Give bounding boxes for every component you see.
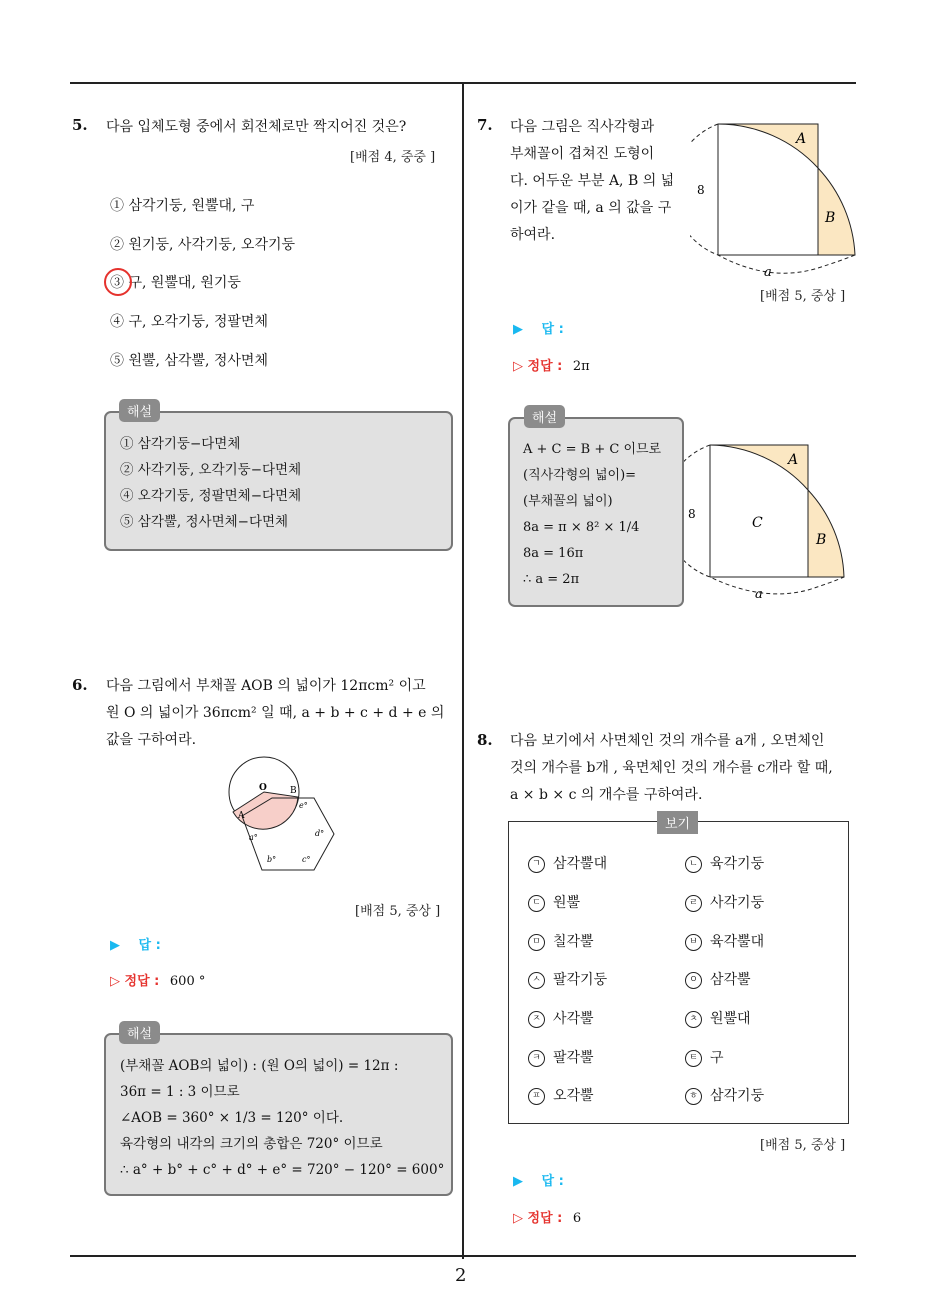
q5-exp-line: ④ 오각기둥, 정팔면체−다면체 <box>120 488 302 504</box>
bogi-item: ㅎ 삼각기둥 <box>685 1085 764 1105</box>
q7-exp-line: 8a = 16π <box>523 546 584 561</box>
q8-answer-label: 답 : <box>541 1174 564 1189</box>
page-number: 2 <box>455 1265 467 1286</box>
bogi-item: ㄷ 원뿔 <box>528 892 580 912</box>
q7-exp-line: A + C = B + C 이므로 <box>523 442 662 457</box>
circled-mark: ㅎ <box>685 1088 702 1105</box>
correct-triangle-icon: ▷ <box>513 359 523 374</box>
label-a-length: a <box>755 587 763 602</box>
q8-answer-line[interactable] <box>513 1170 564 1189</box>
q6-exp-line: 36π = 1 : 3 이므로 <box>120 1084 240 1100</box>
q5-meta: [배점 4, 중중 ] <box>350 150 436 165</box>
circled-mark: ㅅ <box>528 972 545 989</box>
circled-mark: ㄱ <box>528 856 545 873</box>
q5-exp-line: ② 사각기둥, 오각기둥−다면체 <box>120 462 302 478</box>
answer-triangle-icon: ▶ <box>110 938 120 953</box>
label-b-angle: b° <box>267 855 277 864</box>
bogi-item: ㅈ 사각뿔 <box>528 1008 594 1028</box>
circled-mark: ㅍ <box>528 1088 545 1105</box>
answer-circle-mark <box>104 268 132 296</box>
bogi-item: ㄱ 삼각뿔대 <box>528 853 607 873</box>
label-e-angle: e° <box>299 801 308 810</box>
q6-explanation-tag: 해설 <box>119 1021 160 1044</box>
q7-explanation-figure <box>684 438 854 606</box>
q7-number: 7. <box>477 116 493 134</box>
q6-correct-label: 정답 : <box>124 974 160 989</box>
q7-answer-label: 답 : <box>541 322 564 337</box>
bottom-rule <box>70 1255 856 1257</box>
circled-mark: ㄹ <box>685 895 702 912</box>
circled-mark: ㅇ <box>685 972 702 989</box>
q6-answer-label: 답 : <box>138 938 161 953</box>
bogi-item: ㅅ 팔각기둥 <box>528 969 607 989</box>
q6-exp-line: (부채꼴 AOB의 넓이) : (원 O의 넓이) = 12π : <box>120 1058 399 1074</box>
q6-explanation-box <box>104 1033 453 1196</box>
label-a-angle: a° <box>249 833 258 842</box>
q5-choice-4[interactable]: ④ 구, 오각기둥, 정팔면체 <box>110 314 268 330</box>
q5-choice-2[interactable]: ② 원기둥, 사각기둥, 오각기둥 <box>110 237 296 253</box>
q8-text-line: 것의 개수를 b개 , 육면체인 것의 개수를 c개라 할 때, <box>510 760 833 776</box>
circled-mark: ㄷ <box>528 895 545 912</box>
label-b: B <box>816 532 827 548</box>
q7-exp-line: (부채꼴의 넓이) <box>523 494 613 509</box>
bogi-item: ㅌ 구 <box>685 1047 724 1067</box>
circled-mark: ㅋ <box>528 1050 545 1067</box>
column-divider <box>462 84 464 1259</box>
q7-exp-line: 8a = π × 8² × 1/4 <box>523 520 640 535</box>
q8-correct-value: 6 <box>572 1211 582 1226</box>
q7-text-line: 이가 같을 때, a 의 값을 구 <box>510 200 672 216</box>
q5-explanation-box <box>104 411 453 551</box>
answer-triangle-icon: ▶ <box>513 322 523 337</box>
q8-number: 8. <box>477 731 493 749</box>
q6-text-line: 값을 구하여라. <box>106 732 197 748</box>
label-eight: 8 <box>688 507 696 521</box>
q5-text: 다음 입체도형 중에서 회전체로만 짝지어진 것은? <box>106 119 407 135</box>
label-b: B <box>825 210 836 226</box>
q5-exp-line: ① 삼각기둥−다면체 <box>120 436 241 452</box>
bogi-item: ㅂ 육각뿔대 <box>685 931 764 951</box>
correct-triangle-icon: ▷ <box>110 974 120 989</box>
q7-text-line: 하여라. <box>510 227 556 243</box>
q7-meta: [배점 5, 중상 ] <box>760 289 846 304</box>
q8-bogi-tag: 보기 <box>657 811 698 834</box>
label-eight: 8 <box>697 183 705 197</box>
bogi-item: ㅁ 칠각뿔 <box>528 931 594 951</box>
q7-text-line: 다음 그림은 직사각형과 <box>510 119 655 135</box>
q7-answer-line[interactable] <box>513 318 564 337</box>
q6-answer-line[interactable] <box>110 934 161 953</box>
label-c: C <box>752 515 763 531</box>
q5-choice-5[interactable]: ⑤ 원뿔, 삼각뿔, 정사면체 <box>110 353 268 369</box>
q6-correct-line <box>110 970 205 989</box>
q8-correct-line <box>513 1207 581 1226</box>
q7-text <box>510 114 674 249</box>
circled-mark: ㅊ <box>685 1011 702 1028</box>
correct-triangle-icon: ▷ <box>513 1211 523 1226</box>
label-a-length: a <box>764 265 772 280</box>
bogi-item: ㄹ 사각기둥 <box>685 892 764 912</box>
label-a: A <box>788 452 799 468</box>
q8-meta: [배점 5, 중상 ] <box>760 1138 846 1153</box>
label-a: A <box>796 131 807 147</box>
circled-mark: ㅌ <box>685 1050 702 1067</box>
q5-exp-line: ⑤ 삼각뿔, 정사면체−다면체 <box>120 514 289 530</box>
q8-text-line: a × b × c 의 개수를 구하여라. <box>510 787 703 803</box>
q7-figure <box>690 118 860 286</box>
label-c-angle: c° <box>302 855 311 864</box>
circled-mark: ㅂ <box>685 934 702 951</box>
q7-explanation-tag: 해설 <box>524 405 565 428</box>
q6-number: 6. <box>72 676 88 694</box>
q6-meta: [배점 5, 중상 ] <box>355 904 441 919</box>
q7-explanation-box <box>508 417 684 607</box>
q5-choice-1[interactable]: ① 삼각기둥, 원뿔대, 구 <box>110 198 255 214</box>
label-o: O <box>259 783 267 793</box>
q5-choice-3[interactable]: ③ 구, 원뿔대, 원기둥 <box>110 275 241 291</box>
q7-correct-line <box>513 355 590 374</box>
bogi-item: ㅋ 팔각뿔 <box>528 1047 594 1067</box>
circled-mark: ㅁ <box>528 934 545 951</box>
q6-exp-line: 육각형의 내각의 크기의 총합은 720° 이므로 <box>120 1136 383 1152</box>
q6-correct-value: 600 ° <box>169 974 206 989</box>
label-a: A <box>238 811 245 821</box>
q6-text-line: 다음 그림에서 부채꼴 AOB 의 넓이가 12πcm² 이고 <box>106 678 426 694</box>
bogi-item: ㅊ 원뿔대 <box>685 1008 751 1028</box>
q5-number: 5. <box>72 116 88 134</box>
q6-text-line: 원 O 의 넓이가 36πcm² 일 때, a + b + c + d + e 의 <box>106 705 445 721</box>
q6-exp-line: ∠AOB = 360° × 1/3 = 120° 이다. <box>120 1110 344 1126</box>
q6-exp-line: ∴ a° + b° + c° + d° + e° = 720° − 120° = 600° <box>120 1162 445 1178</box>
bogi-item: ㄴ 육각기둥 <box>685 853 764 873</box>
q6-figure <box>222 752 352 876</box>
answer-triangle-icon: ▶ <box>513 1174 523 1189</box>
circled-mark: ㄴ <box>685 856 702 873</box>
q7-text-line: 부채꼴이 겹쳐진 도형이 <box>510 146 655 162</box>
region-b <box>818 168 855 255</box>
label-d-angle: d° <box>315 829 325 838</box>
q6-text <box>106 673 444 754</box>
q7-exp-line: (직사각형의 넓이)= <box>523 468 637 483</box>
q5-explanation-tag: 해설 <box>119 399 160 422</box>
q7-correct-value: 2π <box>572 359 590 374</box>
q8-text <box>510 728 833 809</box>
q8-correct-label: 정답 : <box>527 1211 563 1226</box>
q7-exp-line: ∴ a = 2π <box>523 572 580 587</box>
q7-correct-label: 정답 : <box>527 359 563 374</box>
bogi-item: ㅍ 오각뿔 <box>528 1085 594 1105</box>
label-b: B <box>290 786 297 796</box>
bogi-item: ㅇ 삼각뿔 <box>685 969 751 989</box>
q8-text-line: 다음 보기에서 사면체인 것의 개수를 a개 , 오면체인 <box>510 733 825 749</box>
q7-text-line: 다. 어두운 부분 A, B 의 넓 <box>510 173 675 189</box>
circled-mark: ㅈ <box>528 1011 545 1028</box>
